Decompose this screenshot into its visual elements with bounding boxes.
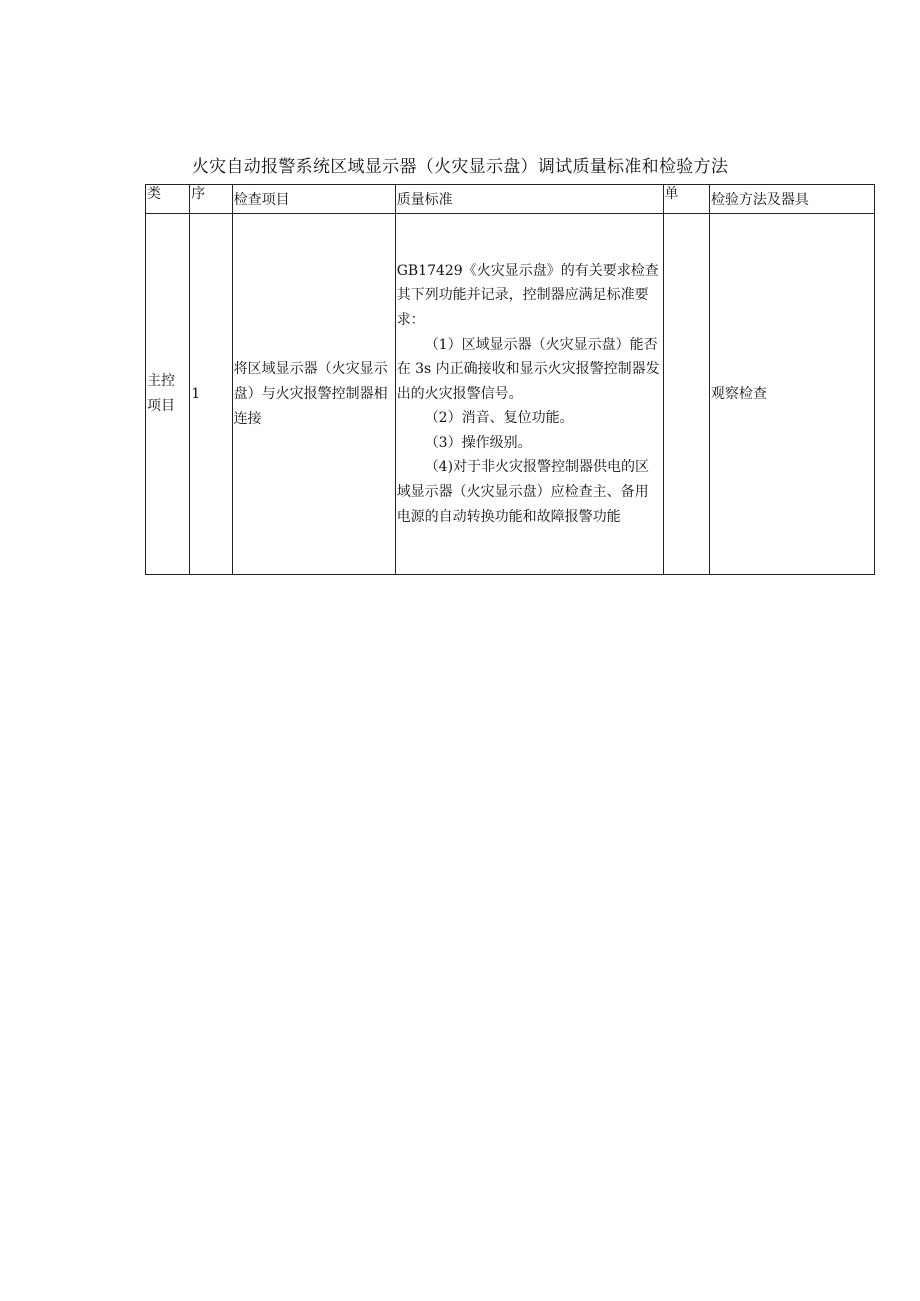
quality-standard-table bbox=[145, 184, 875, 575]
cell-category bbox=[146, 214, 190, 575]
table-header-row bbox=[146, 185, 875, 214]
header-method: 检验方法及器具 bbox=[709, 185, 874, 214]
cell-unit bbox=[663, 214, 709, 575]
cell-item: 将区域显示器（火灾显示盘）与火灾报警控制器相连接 bbox=[232, 214, 395, 575]
page-title: 火灾自动报警系统区域显示器（火灾显示盘）调试质量标准和检验方法 bbox=[191, 157, 729, 177]
standard-paragraph: （4)对于非火灾报警控制器供电的区域显示器（火灾显示盘）应检查主、备用电源的自动转换功能和故障报警功能 bbox=[396, 459, 650, 525]
cell-standard bbox=[395, 214, 663, 575]
header-seq: 序 bbox=[190, 185, 232, 214]
header-category: 类 bbox=[146, 185, 190, 214]
header-item: 检查项目 bbox=[232, 185, 395, 214]
standard-paragraph: （3）操作级别。 bbox=[424, 434, 532, 451]
category-line-1: 主控 bbox=[147, 373, 175, 389]
category-line-2: 项目 bbox=[147, 398, 175, 414]
cell-seq: 1 bbox=[190, 214, 232, 575]
standard-paragraph: （2）消音、复位功能。 bbox=[424, 410, 574, 427]
table-row bbox=[146, 214, 875, 575]
header-unit: 单 bbox=[663, 185, 709, 214]
standard-paragraph: （1）区域显示器（火灾显示盘）能否在 3s 内正确接收和显示火灾报警控制器发出的火灾报警信号。 bbox=[396, 336, 660, 402]
standard-paragraph: GB17429《火灾显示盘》的有关要求检查其下列功能并记录，控制器应满足标准要求： bbox=[396, 262, 659, 328]
cell-method: 观察检查 bbox=[709, 214, 874, 575]
header-standard: 质量标准 bbox=[395, 185, 663, 214]
